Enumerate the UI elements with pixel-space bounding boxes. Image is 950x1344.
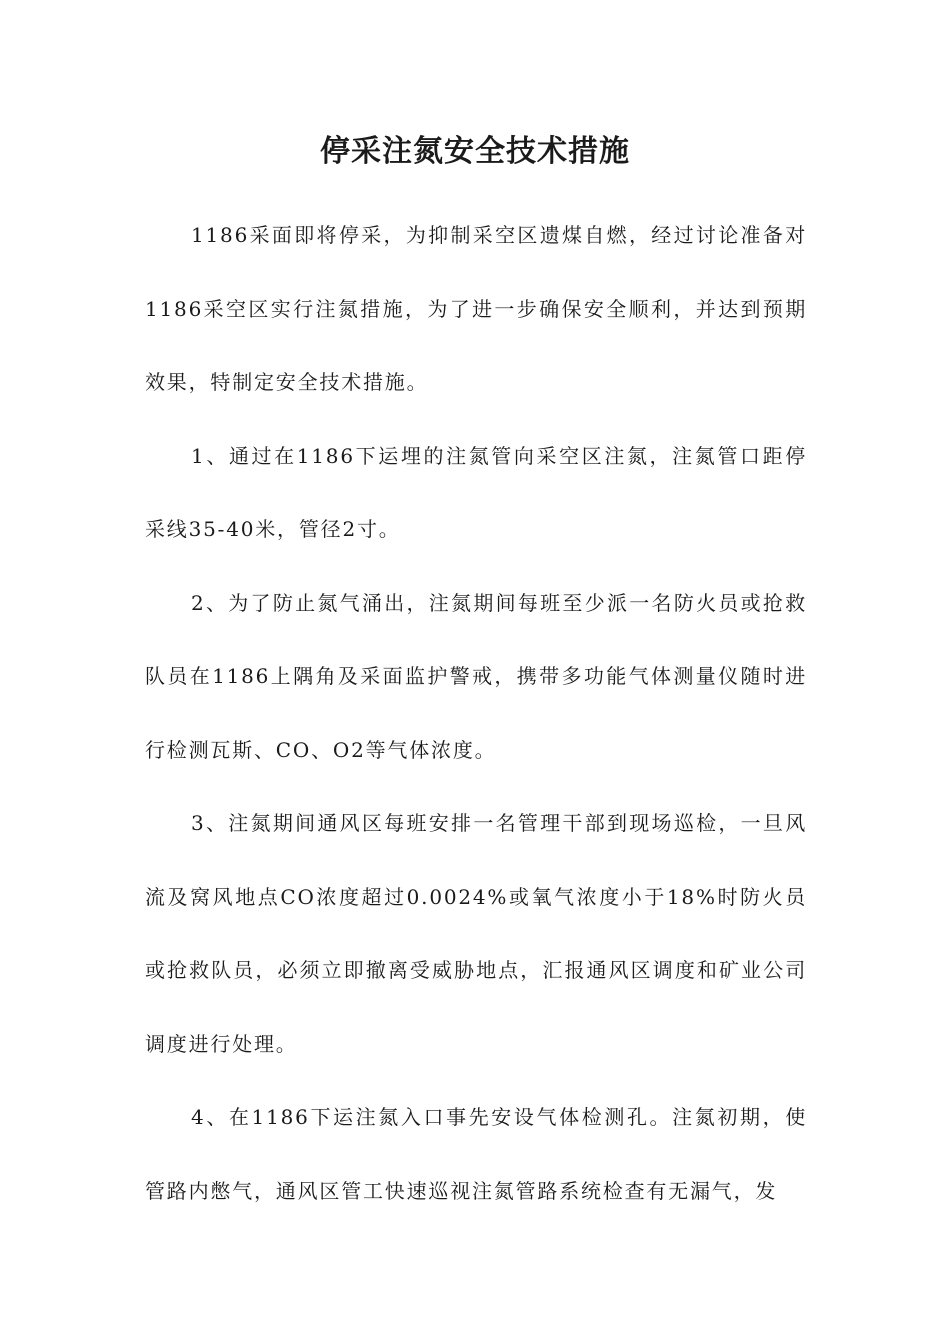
paragraph-item-4: 4、在1186下运注氮入口事先安设气体检测孔。注氮初期，使管路内憋气，通风区管工快速巡视注氮管路系统检查有无漏气，发	[145, 1105, 807, 1203]
document-body	[145, 199, 807, 1228]
paragraph-intro: 1186采面即将停采，为抑制采空区遗煤自燃，经过讨论准备对1186采空区实行注氮措施，为了进一步确保安全顺利，并达到预期效果，特制定安全技术措施。	[145, 223, 807, 394]
paragraph-item-3: 3、注氮期间通风区每班安排一名管理干部到现场巡检，一旦风流及窝风地点CO浓度超过0.0024%或氧气浓度小于18%时防火员或抢救队员，必须立即撤离受威胁地点，汇报通风区调度和矿业公司调度进行处理。	[145, 811, 807, 1056]
paragraph-item-2: 2、为了防止氮气涌出，注氮期间每班至少派一名防火员或抢救队员在1186上隅角及采面监护警戒，携带多功能气体测量仪随时进行检测瓦斯、CO、O2等气体浓度。	[145, 590, 807, 762]
document-title: 停采注氮安全技术措施	[320, 134, 630, 169]
paragraph-item-1: 1、通过在1186下运埋的注氮管向采空区注氮，注氮管口距停采线35-40米，管径2寸。	[145, 443, 807, 541]
